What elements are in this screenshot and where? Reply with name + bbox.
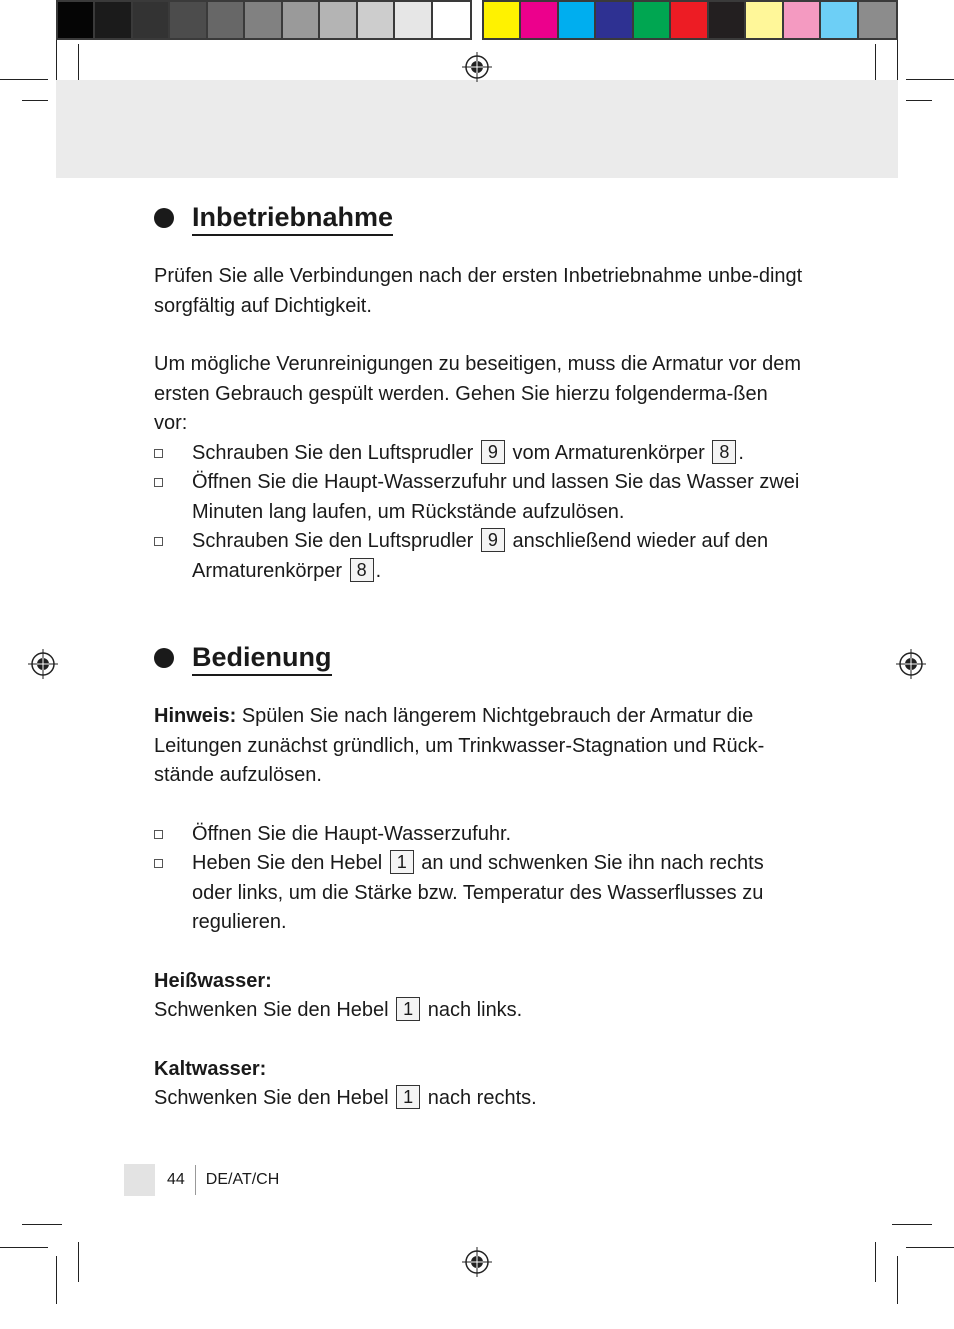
instruction-text: Schwenken Sie den Hebel xyxy=(154,999,389,1021)
part-reference: 9 xyxy=(481,440,505,464)
process-color-bar xyxy=(482,0,898,40)
color-swatch xyxy=(559,2,596,38)
crop-mark xyxy=(0,79,48,80)
instruction-text: nach rechts. xyxy=(427,1087,537,1109)
page-footer xyxy=(124,1164,279,1196)
crop-mark xyxy=(22,100,48,101)
color-swatch xyxy=(821,2,858,38)
note-text: Spülen Sie nach längerem Nichtgebrauch der Armatur die Leitungen zunächst gründlich, um Trinkwasser-Stagnation und Rück-stände aufzulösen. xyxy=(154,705,765,786)
crop-mark xyxy=(892,1224,932,1225)
registration-mark-icon xyxy=(28,649,58,679)
color-swatch xyxy=(433,2,470,38)
crop-mark xyxy=(0,1247,48,1248)
list-item xyxy=(154,849,804,938)
color-swatch xyxy=(133,2,170,38)
section-heading xyxy=(154,196,804,240)
page-content xyxy=(154,196,804,1114)
paragraph: Prüfen Sie alle Verbindungen nach der ersten Inbetriebnahme unbe-dingt sorgfältig auf Dichtigkeit. xyxy=(154,265,803,317)
section-title: Bedienung xyxy=(192,640,332,676)
checkbox-bullet-icon xyxy=(154,478,163,487)
list-item xyxy=(154,468,804,527)
part-reference: 1 xyxy=(390,850,414,874)
subheading-hot-water: Heißwasser: xyxy=(154,969,272,992)
color-swatch xyxy=(671,2,708,38)
step-text: Schrauben Sie den Luftsprudler xyxy=(192,530,474,552)
checkbox-bullet-icon xyxy=(154,830,163,839)
step-text: . xyxy=(738,441,744,464)
step-list xyxy=(154,439,804,587)
registration-mark-icon xyxy=(462,52,492,82)
note-label: Hinweis: xyxy=(154,705,237,727)
footer-divider xyxy=(195,1165,196,1195)
list-item xyxy=(154,439,804,469)
heading-bullet-icon xyxy=(154,208,174,228)
color-swatch xyxy=(484,2,521,38)
color-swatch xyxy=(58,2,95,38)
list-item xyxy=(154,527,804,586)
grayscale-color-bar xyxy=(56,0,472,40)
checkbox-bullet-icon xyxy=(154,537,163,546)
list-item xyxy=(154,820,804,850)
part-reference: 8 xyxy=(712,440,736,464)
step-text: an und schwenken Sie ihn nach rechts oder links, um die Stärke bzw. Temperatur des Wasserflusses zu regulieren. xyxy=(192,852,764,933)
color-swatch xyxy=(521,2,558,38)
color-swatch xyxy=(95,2,132,38)
note-paragraph xyxy=(154,702,804,791)
color-swatch xyxy=(283,2,320,38)
color-swatch xyxy=(634,2,671,38)
crop-mark xyxy=(906,79,954,80)
part-reference: 9 xyxy=(481,528,505,552)
instruction-text: nach links. xyxy=(427,999,523,1021)
color-swatch xyxy=(859,2,896,38)
color-swatch xyxy=(170,2,207,38)
registration-mark-icon xyxy=(462,1247,492,1277)
step-text: vom Armaturenkörper xyxy=(512,441,705,464)
crop-mark xyxy=(906,1247,954,1248)
color-swatch xyxy=(784,2,821,38)
color-swatch xyxy=(709,2,746,38)
crop-mark xyxy=(56,1256,57,1304)
crop-mark xyxy=(22,1224,62,1225)
color-swatch xyxy=(208,2,245,38)
color-swatch xyxy=(358,2,395,38)
paragraph: Um mögliche Verunreinigungen zu beseitigen, muss die Armatur vor dem ersten Gebrauch gespült werden. Gehen Sie hierzu folgenderma-ßen vor: xyxy=(154,353,801,434)
color-swatch xyxy=(320,2,357,38)
heading-bullet-icon xyxy=(154,648,174,668)
cold-water-instruction xyxy=(154,1084,804,1114)
section-heading xyxy=(154,636,804,680)
instruction-text: Schwenken Sie den Hebel xyxy=(154,1087,389,1109)
step-text: Öffnen Sie die Haupt-Wasserzufuhr und lassen Sie das Wasser zwei Minuten lang laufen, um Rückstände aufzulösen. xyxy=(192,471,800,523)
hot-water-instruction xyxy=(154,996,804,1026)
step-text: . xyxy=(375,559,382,582)
checkbox-bullet-icon xyxy=(154,859,163,868)
step-text: anschließend wieder auf den Armaturenkörper xyxy=(192,530,769,582)
crop-mark xyxy=(875,1242,876,1282)
section-title: Inbetriebnahme xyxy=(192,200,393,236)
step-text: Öffnen Sie die Haupt-Wasserzufuhr. xyxy=(192,822,512,845)
color-swatch xyxy=(395,2,432,38)
part-reference: 1 xyxy=(396,1085,420,1109)
part-reference: 1 xyxy=(396,997,420,1021)
color-swatch xyxy=(245,2,282,38)
crop-mark xyxy=(78,1242,79,1282)
step-text: Heben Sie den Hebel xyxy=(192,852,383,874)
color-swatch xyxy=(596,2,633,38)
registration-mark-icon xyxy=(896,649,926,679)
header-band xyxy=(56,80,898,178)
crop-mark xyxy=(897,1256,898,1304)
region-label: DE/AT/CH xyxy=(205,1171,280,1188)
subheading-cold-water: Kaltwasser: xyxy=(154,1057,267,1080)
color-swatch xyxy=(746,2,783,38)
part-reference: 8 xyxy=(350,558,374,582)
step-text: Schrauben Sie den Luftsprudler xyxy=(192,441,474,464)
page-number: 44 xyxy=(167,1171,185,1188)
crop-mark xyxy=(906,100,932,101)
checkbox-bullet-icon xyxy=(154,449,163,458)
footer-tab xyxy=(124,1164,155,1196)
step-list xyxy=(154,820,804,938)
